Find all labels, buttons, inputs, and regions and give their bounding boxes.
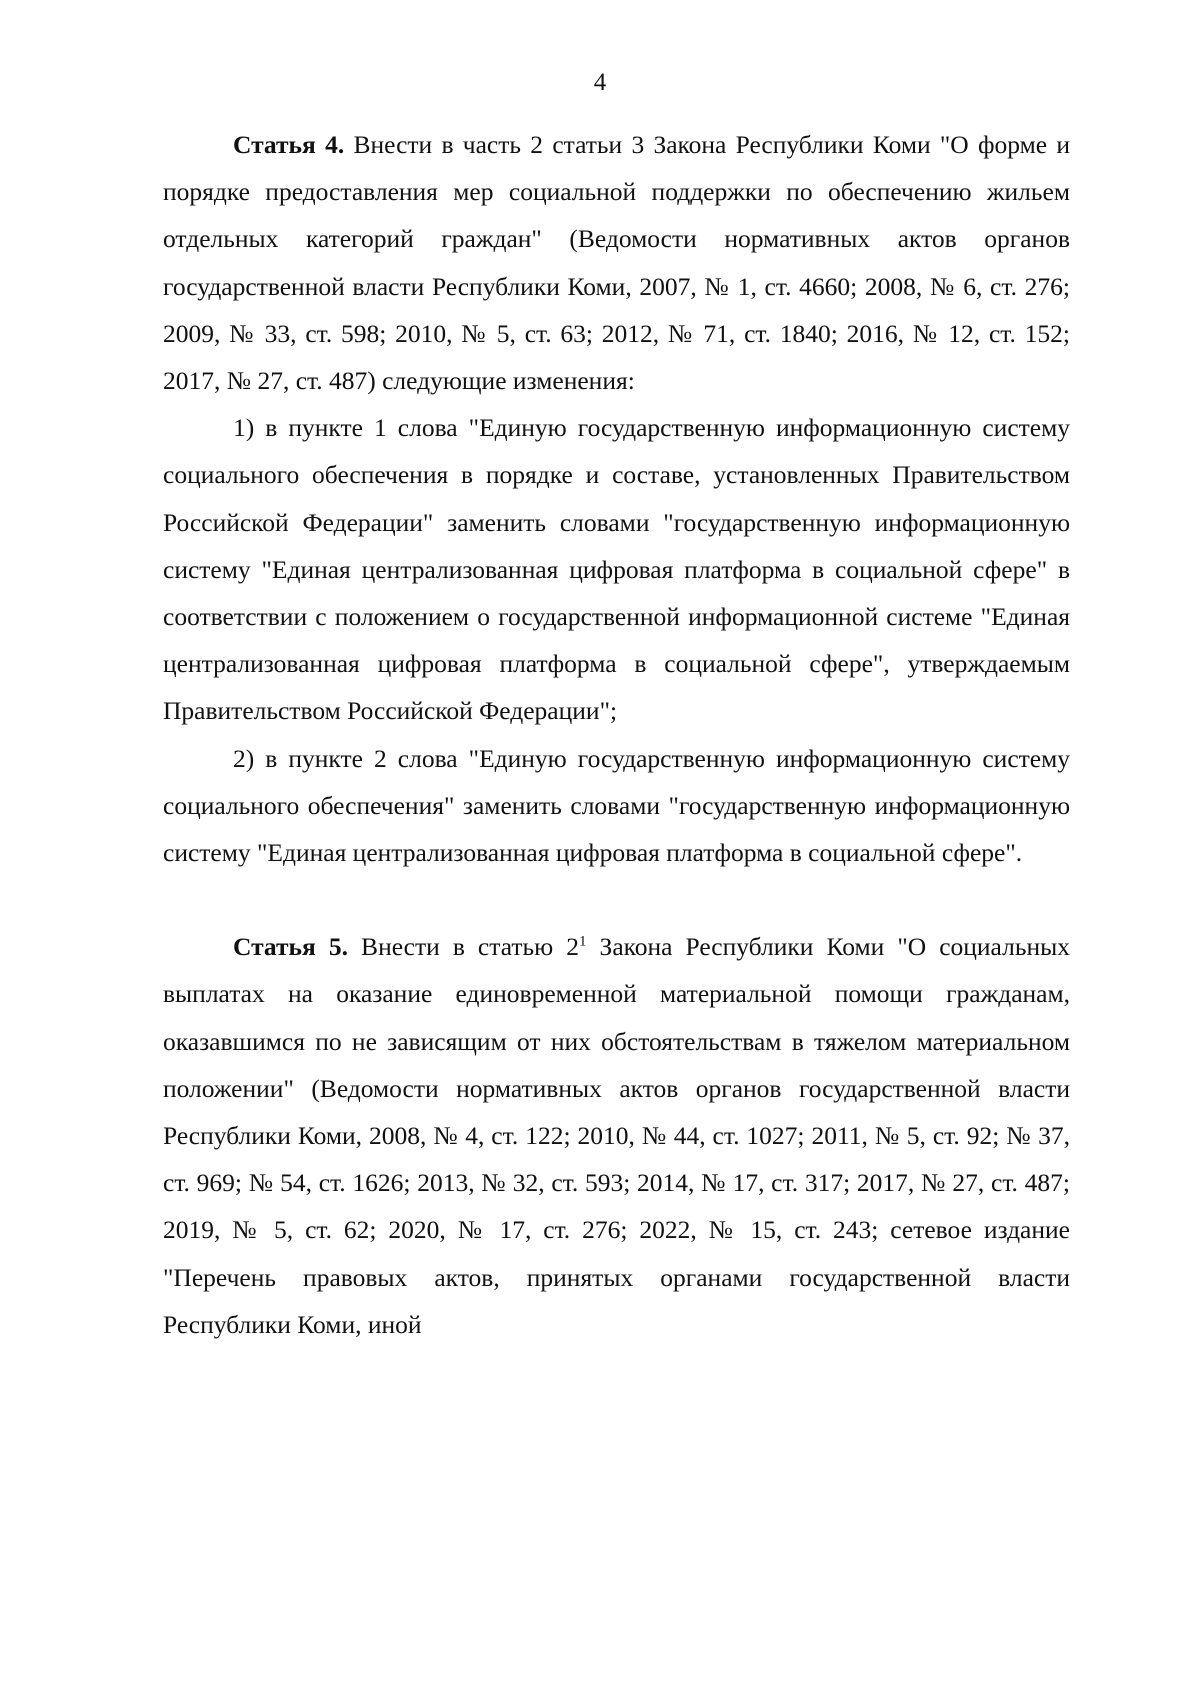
- article-4-intro: [163, 121, 1070, 404]
- document-body: [163, 121, 1070, 1348]
- article-5-text-start: Внести в статью 2: [348, 932, 579, 962]
- article-4-item-1: 1) в пункте 1 слова "Единую государственную информационную систему социального обеспечения в порядке и составе, установленных Правительством Российской Федерации" заменить словами "государственную информационную систему "Единая централизованная цифровая платформа в социальной сфере" в соответствии с положением о государственной информационной системе "Единая централизованная цифровая платформа в социальной сфере", утверждаемым Правительством Российской Федерации";: [163, 413, 1070, 726]
- article-5-intro: [163, 923, 1070, 1348]
- article-number-superscript: 1: [578, 933, 587, 950]
- article-4-text: Внести в часть 2 статьи 3 Закона Республики Коми "О форме и порядке предоставления мер социальной поддержки по обеспечению жильем отдельных категорий граждан" (Ведомости нормативных актов органов государственной власти Республики Коми, 2007, № 1, ст. 4660; 2008, № 6, ст. 276; 2009, № 33, ст. 598; 2010, № 5, ст. 63; 2012, № 71, ст. 1840; 2016, № 12, ст. 152; 2017, № 27, ст. 487) следующие изменения:: [163, 130, 1070, 396]
- article-5-heading: Статья 5.: [233, 932, 348, 962]
- article-5-text-rest: Закона Республики Коми "О социальных выплатах на оказание единовременной материальной помощи гражданам, оказавшимся по не зависящим от них обстоятельствам в тяжелом материальном положении" (Ведомости нормативных актов органов государственной власти Республики Коми, 2008, № 4, ст. 122; 2010, № 44, ст. 1027; 2011, № 5, ст. 92; № 37, ст. 969; № 54, ст. 1626; 2013, № 32, ст. 593; 2014, № 17, ст. 317; 2017, № 27, ст. 487; 2019, № 5, ст. 62; 2020, № 17, ст. 276; 2022, № 15, ст. 243; сетевое издание "Перечень правовых актов, принятых органами государственной власти Республики Коми, иной: [163, 932, 1070, 1339]
- article-4-item-2: 2) в пункте 2 слова "Единую государственную информационную систему социального обеспечения" заменить словами "государственную информационную систему "Единая централизованная цифровая платформа в социальной сфере".: [163, 743, 1070, 868]
- page-number: 4: [593, 69, 607, 96]
- article-4-heading: Статья 4.: [233, 130, 345, 159]
